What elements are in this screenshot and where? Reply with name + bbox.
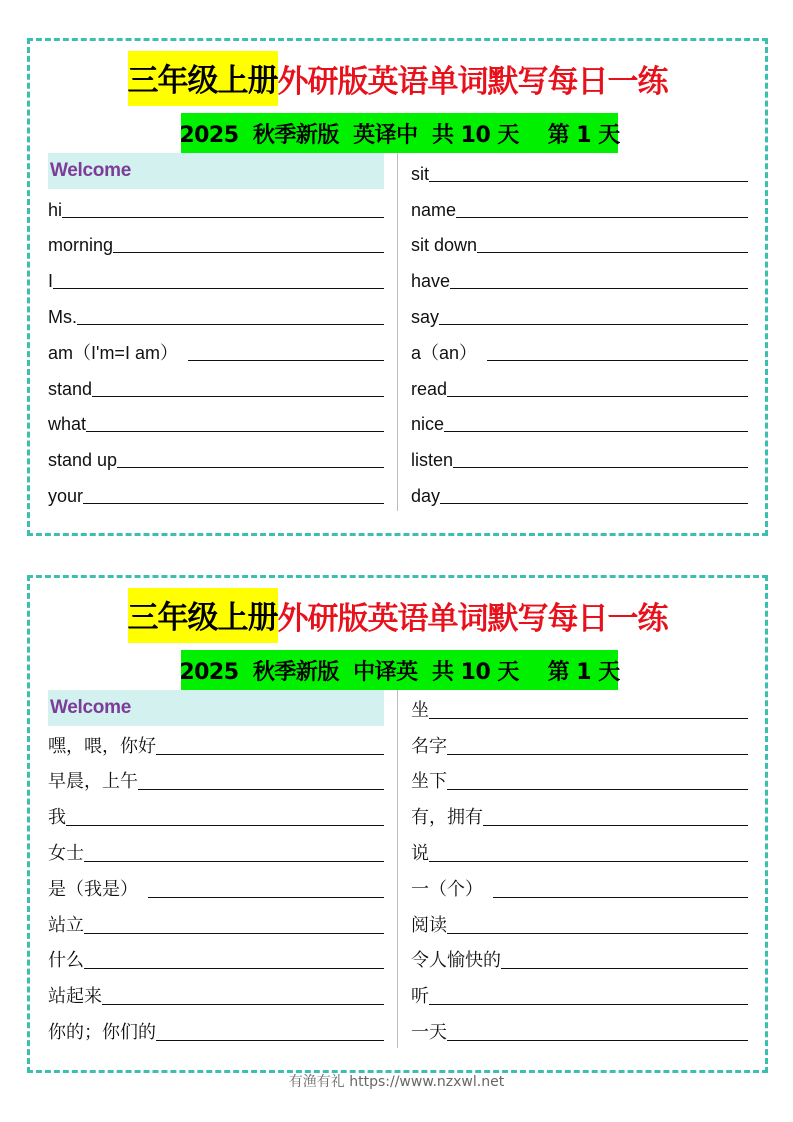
answer-line[interactable] <box>477 252 748 253</box>
word-row <box>48 332 384 368</box>
section-header <box>48 153 384 189</box>
word-row <box>48 797 384 833</box>
answer-line[interactable] <box>447 1040 748 1041</box>
answer-line[interactable] <box>113 252 384 253</box>
word-prompt: 嘿，喂，你好 <box>48 735 156 757</box>
answer-line[interactable] <box>501 968 748 969</box>
word-row <box>48 189 384 225</box>
left-column <box>48 153 384 511</box>
answer-line[interactable] <box>66 825 384 826</box>
word-prompt: a（an） <box>411 342 478 363</box>
word-prompt: 阅读 <box>411 914 447 936</box>
word-prompt: day <box>411 485 441 506</box>
word-prompt: hi <box>48 199 63 220</box>
answer-line[interactable] <box>84 968 384 969</box>
answer-line[interactable] <box>487 360 748 361</box>
answer-line[interactable] <box>77 324 384 325</box>
word-prompt: listen <box>411 450 454 471</box>
title-grade-highlight: 三年级上册 <box>128 588 278 643</box>
answer-line[interactable] <box>447 754 748 755</box>
worksheet-title <box>30 586 765 644</box>
word-row <box>48 905 384 941</box>
answer-line[interactable] <box>429 181 748 182</box>
title-main: 外研版英语单词默写每日一练 <box>277 600 668 637</box>
word-row <box>411 332 748 368</box>
answer-line[interactable] <box>439 324 748 325</box>
word-prompt: read <box>411 378 448 399</box>
word-prompt: sit <box>411 163 429 184</box>
word-prompt: 我 <box>48 807 66 829</box>
word-row <box>411 1012 748 1048</box>
word-prompt: sit down <box>411 235 478 256</box>
answer-line[interactable] <box>456 217 748 218</box>
word-row <box>411 296 748 332</box>
word-prompt: your <box>48 485 84 506</box>
word-prompt: 一（个） <box>411 878 483 900</box>
answer-line[interactable] <box>493 897 748 898</box>
word-row <box>48 439 384 475</box>
word-prompt: am（I'm=I am） <box>48 342 178 363</box>
word-prompt: 听 <box>411 986 429 1008</box>
word-prompt: morning <box>48 235 114 256</box>
word-prompt: I <box>48 271 54 292</box>
subtitle-banner: 2025 秋季新版 英译中 共 10 天 第 1 天 <box>181 113 618 153</box>
word-row <box>411 260 748 296</box>
answer-line[interactable] <box>53 288 384 289</box>
column-divider <box>397 690 398 1048</box>
word-prompt: 有，拥有 <box>411 807 483 829</box>
word-row <box>411 869 748 905</box>
answer-line[interactable] <box>86 431 384 432</box>
answer-line[interactable] <box>188 360 384 361</box>
worksheet-card-zh-to-en <box>27 575 768 1073</box>
right-column <box>411 153 748 511</box>
word-prompt: 站起来 <box>48 986 102 1008</box>
word-prompt: 你的；你们的 <box>48 1021 156 1043</box>
word-row <box>411 189 748 225</box>
answer-line[interactable] <box>117 467 384 468</box>
answer-line[interactable] <box>447 789 748 790</box>
word-row <box>48 941 384 977</box>
right-column <box>411 690 748 1048</box>
answer-line[interactable] <box>483 825 748 826</box>
answer-line[interactable] <box>156 754 384 755</box>
word-prompt: 坐 <box>411 699 429 721</box>
column-divider <box>397 153 398 511</box>
answer-line[interactable] <box>429 861 748 862</box>
word-row <box>411 797 748 833</box>
word-row <box>48 869 384 905</box>
word-row <box>48 1012 384 1048</box>
footer-watermark: 有渔有礼 https://www.nzxwl.net <box>288 1074 505 1090</box>
word-row <box>411 976 748 1012</box>
worksheet-title <box>30 49 765 107</box>
word-prompt: 令人愉快的 <box>411 950 501 972</box>
word-prompt: Ms. <box>48 306 77 327</box>
word-prompt: say <box>411 306 440 327</box>
word-prompt: have <box>411 271 451 292</box>
answer-line[interactable] <box>429 1004 748 1005</box>
word-row <box>411 439 748 475</box>
word-columns <box>48 153 747 511</box>
answer-line[interactable] <box>447 933 748 934</box>
word-prompt: 坐下 <box>411 771 447 793</box>
word-prompt: nice <box>411 414 445 435</box>
word-prompt: 什么 <box>48 950 84 972</box>
word-row <box>48 260 384 296</box>
answer-line[interactable] <box>102 1004 384 1005</box>
word-columns <box>48 690 747 1048</box>
answer-line[interactable] <box>84 933 384 934</box>
title-grade-highlight: 三年级上册 <box>128 51 278 106</box>
word-prompt: 名字 <box>411 735 447 757</box>
answer-line[interactable] <box>138 789 384 790</box>
word-row <box>411 475 748 511</box>
left-column <box>48 690 384 1048</box>
answer-line[interactable] <box>444 431 748 432</box>
word-row <box>48 296 384 332</box>
word-row <box>411 153 748 189</box>
section-header-label: Welcome <box>50 159 131 181</box>
section-header <box>48 690 384 726</box>
word-row <box>411 225 748 261</box>
section-header-label: Welcome <box>50 696 131 718</box>
word-row <box>48 368 384 404</box>
word-row <box>411 404 748 440</box>
word-row <box>411 905 748 941</box>
worksheet-card-en-to-zh <box>27 38 768 536</box>
word-row <box>48 404 384 440</box>
word-row <box>48 475 384 511</box>
word-prompt: name <box>411 199 457 220</box>
title-main: 外研版英语单词默写每日一练 <box>277 63 668 100</box>
subtitle-banner: 2025 秋季新版 中译英 共 10 天 第 1 天 <box>181 650 618 690</box>
word-row <box>411 941 748 977</box>
word-prompt: what <box>48 414 87 435</box>
answer-line[interactable] <box>148 897 384 898</box>
word-prompt: 站立 <box>48 914 84 936</box>
word-prompt: 女士 <box>48 842 84 864</box>
word-row <box>48 726 384 762</box>
answer-line[interactable] <box>450 288 748 289</box>
word-row <box>48 976 384 1012</box>
answer-line[interactable] <box>453 467 748 468</box>
word-row <box>48 833 384 869</box>
word-row <box>411 726 748 762</box>
word-row <box>411 762 748 798</box>
word-prompt: stand <box>48 378 93 399</box>
word-prompt: 早晨，上午 <box>48 771 138 793</box>
word-row <box>411 690 748 726</box>
answer-line[interactable] <box>84 861 384 862</box>
word-prompt: 是（我是） <box>48 878 138 900</box>
answer-line[interactable] <box>83 503 384 504</box>
answer-line[interactable] <box>92 396 384 397</box>
word-row <box>411 833 748 869</box>
answer-line[interactable] <box>429 718 748 719</box>
answer-line[interactable] <box>156 1040 384 1041</box>
answer-line[interactable] <box>440 503 748 504</box>
word-prompt: stand up <box>48 450 118 471</box>
word-row <box>48 762 384 798</box>
word-row <box>411 368 748 404</box>
word-prompt: 一天 <box>411 1021 447 1043</box>
word-row <box>48 225 384 261</box>
word-prompt: 说 <box>411 842 429 864</box>
answer-line[interactable] <box>62 217 384 218</box>
answer-line[interactable] <box>447 396 748 397</box>
